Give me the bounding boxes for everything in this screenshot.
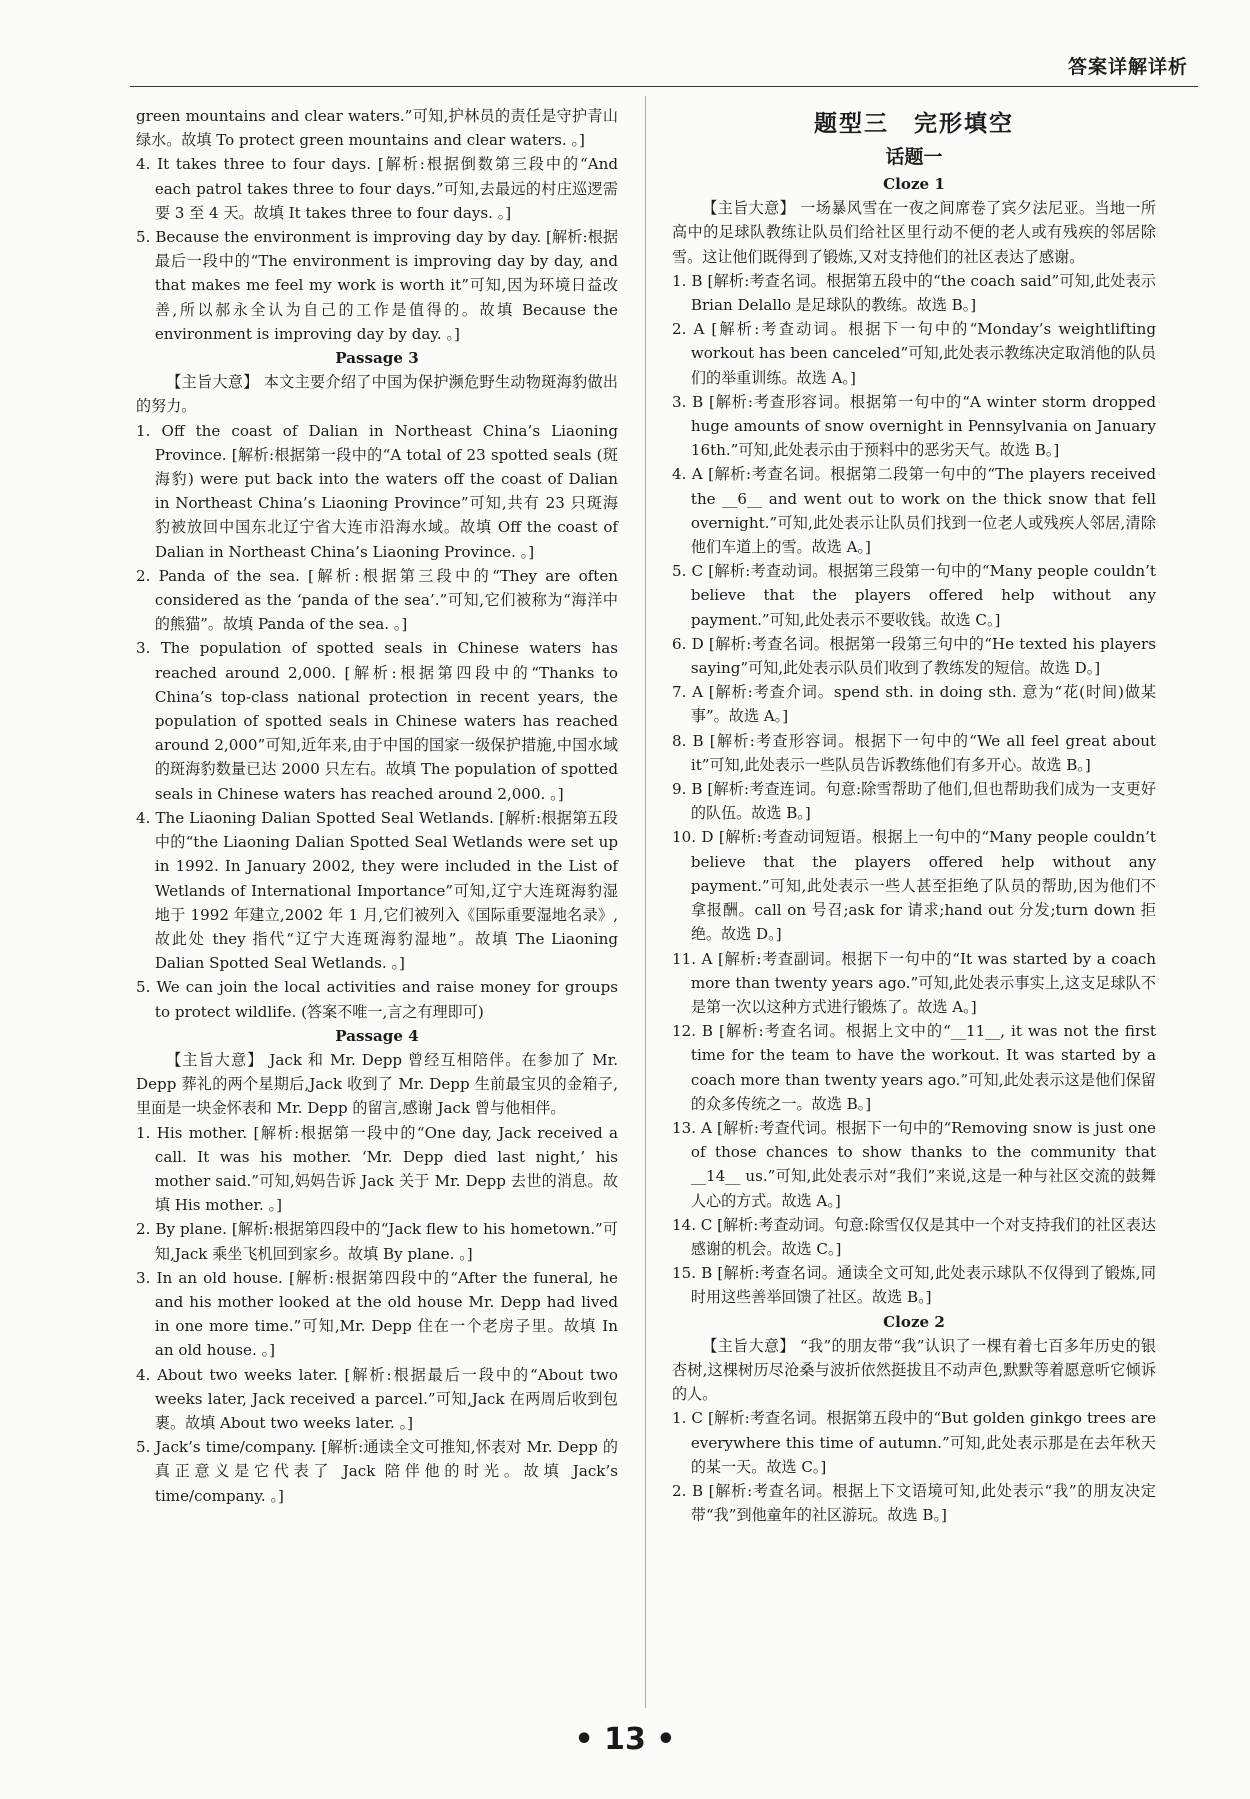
page-number: • 13 • xyxy=(574,1722,676,1757)
passage-4-title: Passage 4 xyxy=(335,1026,419,1045)
answer-item: 8. B [解析:考查形容词。根据下一句中的“We all feel great about it”可知,此处表示一些队员告诉教练他们有多开心。故选 B。] xyxy=(672,731,1156,774)
answer-item: 3. In an old house. [解析:根据第四段中的“After the funeral, he and his mother looked at the old house Mr. Depp had lived in one more time.”可知,Mr. Depp 住在一个老房子里。故填 In an old house. 。] xyxy=(136,1268,618,1360)
answer-item: 1. Off the coast of Dalian in Northeast China’s Liaoning Province. [解析:根据第一段中的“A total of 23 spotted seals (斑海豹) were put back into the waters off the coast of Dalian in Northeast China’s Liaoning Province”可知,共有 23 只斑海豹被放回中国东北辽宁省大连市沿海水域。故填 Off the coast of Dalian in Northeast China’s Liaoning Province. 。] xyxy=(136,421,618,561)
column-divider xyxy=(645,96,646,1708)
passage-3-title: Passage 3 xyxy=(335,349,419,368)
answer-item: 2. Panda of the sea. [解析:根据第三段中的“They are often considered as the ‘panda of the sea’.”可知,它们被称为“海洋中的熊猫”。故填 Panda of the sea. 。] xyxy=(136,566,618,634)
answer-item: 4. A [解析:考查名词。根据第二段第一句中的“The players received the __6__ and went out to work on the thick snow that fell overnight.”可知,此处表示让队员们找到一位老人或残疾人邻居,清除他们车道上的雪。故选 A。] xyxy=(672,465,1156,557)
answer-item: 2. By plane. [解析:根据第四段中的“Jack flew to his hometown.”可知,Jack 乘坐飞机回到家乡。故填 By plane. 。] xyxy=(136,1220,618,1263)
answer-item: 15. B [解析:考查名词。通读全文可知,此处表示球队不仅得到了锻炼,同时用这些善举回馈了社区。故选 B。] xyxy=(672,1264,1156,1307)
section-title: 题型三 完形填空 xyxy=(814,111,1014,137)
cloze-1-title: Cloze 1 xyxy=(883,175,945,193)
header-divider xyxy=(130,86,1198,87)
answer-item: 5. C [解析:考查动词。根据第三段第一句中的“Many people couldn’t believe that the players offered help without any payment.”可知,此处表示不要收钱。故选 C。] xyxy=(672,562,1156,629)
answer-item: 2. B [解析:考查名词。根据上下文语境可知,此处表示“我”的朋友决定带“我”到他童年的社区游玩。故选 B。] xyxy=(672,1481,1156,1525)
right-column xyxy=(672,104,1156,1527)
main-idea: 【主旨大意】 Jack 和 Mr. Depp 曾经互相陪伴。在参加了 Mr. Depp 葬礼的两个星期后,Jack 收到了 Mr. Depp 生前最宝贝的金箱子,里面是一块金怀表和 Mr. Depp 的留言,感谢 Jack 曾与他相伴。 xyxy=(136,1050,618,1118)
answer-item: 4. It takes three to four days. [解析:根据倒数第三段中的“And each patrol takes three to four days.”可知,去最远的村庄巡逻需要 3 至 4 天。故填 It takes three to four days. 。] xyxy=(136,155,618,222)
answer-item: green mountains and clear waters.”可知,护林员的责任是守护青山绿水。故填 To protect green mountains and clear waters. 。] xyxy=(136,107,618,150)
answer-item: 4. About two weeks later. [解析:根据最后一段中的“About two weeks later, Jack received a parcel.”可知,Jack 在两周后收到包裹。故填 About two weeks later. 。] xyxy=(136,1365,618,1432)
answer-item: 7. A [解析:考查介词。spend sth. in doing sth. 意为“花(时间)做某事”。故选 A。] xyxy=(672,683,1156,726)
answer-item: 5. Because the environment is improving day by day. [解析:根据最后一段中的“The environment is improving day by day, and that makes me feel my work is worth it”可知,因为环境日益改善,所以郝永全认为自己的工作是值得的。故填 Because the environment is improving day by day. 。] xyxy=(136,228,618,343)
answer-item: 1. His mother. [解析:根据第一段中的“One day, Jack received a call. It was his mother. ‘Mr. Depp died last night,’ his mother said.”可知,妈妈告诉 Jack 关于 Mr. Depp 去世的消息。故填 His mother. 。] xyxy=(136,1123,618,1215)
answer-item: 3. B [解析:考查形容词。根据第一句中的“A winter storm dropped huge amounts of snow overnight in Pennsylvania on January 16th.”可知,此处表示由于预料中的恶劣天气。故选 B。] xyxy=(672,392,1156,460)
answer-item: 10. D [解析:考查动词短语。根据上一句中的“Many people couldn’t believe that the players offered help without any payment.”可知,此处表示一些人甚至拒绝了队员的帮助,因为他们不拿报酬。call on 号召;ask for 请求;hand out 分发;turn down 拒绝。故选 D。] xyxy=(672,828,1156,944)
answer-item: 5. Jack’s time/company. [解析:通读全文可推知,怀表对 Mr. Depp 的真正意义是它代表了 Jack 陪伴他的时光。故填 Jack’s time/company. 。] xyxy=(136,1438,618,1505)
answer-item: 11. A [解析:考查副词。根据下一句中的“It was started by a coach more than twenty years ago.”可知,此处表示事实上,这支足球队不是第一次以这种方式进行锻炼了。故选 A。] xyxy=(672,949,1156,1016)
answer-item: 13. A [解析:考查代词。根据下一句中的“Removing snow is just one of those chances to show thanks to the community that __14__ us.”可知,此处表示对“我们”来说,这是一种与社区交流的鼓舞人心的方式。故选 A。] xyxy=(672,1118,1156,1210)
answer-item: 5. We can join the local activities and raise money for groups to protect wildlife. (答案不唯一,言之有理即可) xyxy=(136,978,618,1021)
main-idea: 【主旨大意】 一场暴风雪在一夜之间席卷了宾夕法尼亚。当地一所高中的足球队教练让队员们给社区里行动不便的老人或有残疾的邻居除雪。这让他们既得到了锻炼,又对支持他们的社区表达了感谢。 xyxy=(672,199,1156,266)
answer-item: 14. C [解析:考查动词。句意:除雪仅仅是其中一个对支持我们的社区表达感谢的机会。故选 C。] xyxy=(672,1215,1156,1258)
header-title: 答案详解详析 xyxy=(1067,56,1188,78)
answer-item: 2. A [解析:考查动词。根据下一句中的“Monday’s weightlifting workout has been canceled”可知,此处表示教练决定取消他的队员们的举重训练。故选 A。] xyxy=(672,320,1156,387)
main-idea: 【主旨大意】 “我”的朋友带“我”认识了一棵有着七百多年历史的银杏树,这棵树历尽沧桑与波折依然挺拔且不动声色,默默等着愿意听它倾诉的人。 xyxy=(672,1336,1156,1404)
answer-item: 4. The Liaoning Dalian Spotted Seal Wetlands. [解析:根据第五段中的“the Liaoning Dalian Spotted Seal Wetlands were set up in 1992. In January 2002, they were included in the List of Wetlands of International Importance”可知,辽宁大连斑海豹湿地于 1992 年建立,2002 年 1 月,它们被列入《国际重要湿地名录》,故此处 they 指代“辽宁大连斑海豹湿地”。故填 The Liaoning Dalian Spotted Seal Wetlands. 。] xyxy=(136,808,618,973)
answer-item: 9. B [解析:考查连词。句意:除雪帮助了他们,但也帮助我们成为一支更好的队伍。故选 B。] xyxy=(672,780,1156,823)
topic-title: 话题一 xyxy=(885,146,943,168)
cloze-2-title: Cloze 2 xyxy=(883,1312,945,1331)
main-idea: 【主旨大意】 本文主要介绍了中国为保护濒危野生动物斑海豹做出的努力。 xyxy=(136,373,618,416)
answer-item: 12. B [解析:考查名词。根据上文中的“__11__, it was not the first time for the team to have the workout. It was started by a coach more than twenty years ago.”可知,此处表示这是他们保留的众多传统之一。故选 B。] xyxy=(672,1022,1156,1113)
left-column xyxy=(136,104,618,1508)
answer-item: 1. C [解析:考查名词。根据第五段中的“But golden ginkgo trees are everywhere this time of autumn.”可知,此处表示那是在去年秋天的某一天。故选 C。] xyxy=(672,1409,1156,1476)
answer-item: 1. B [解析:考查名词。根据第五段中的“the coach said”可知,此处表示 Brian Delallo 是足球队的教练。故选 B。] xyxy=(672,271,1156,315)
answer-item: 6. D [解析:考查名词。根据第一段第三句中的“He texted his players saying”可知,此处表示队员们收到了教练发的短信。故选 D。] xyxy=(672,634,1156,678)
answer-item: 3. The population of spotted seals in Chinese waters has reached around 2,000. [解析:根据第四段中的“Thanks to China’s top-class national protection in recent years, the population of spotted seals in Chinese waters has reached around 2,000”可知,近年来,由于中国的国家一级保护措施,中国水域的斑海豹数量已达 2000 只左右。故填 The population of spotted seals in Chinese waters has reached around 2,000. 。] xyxy=(136,639,618,803)
